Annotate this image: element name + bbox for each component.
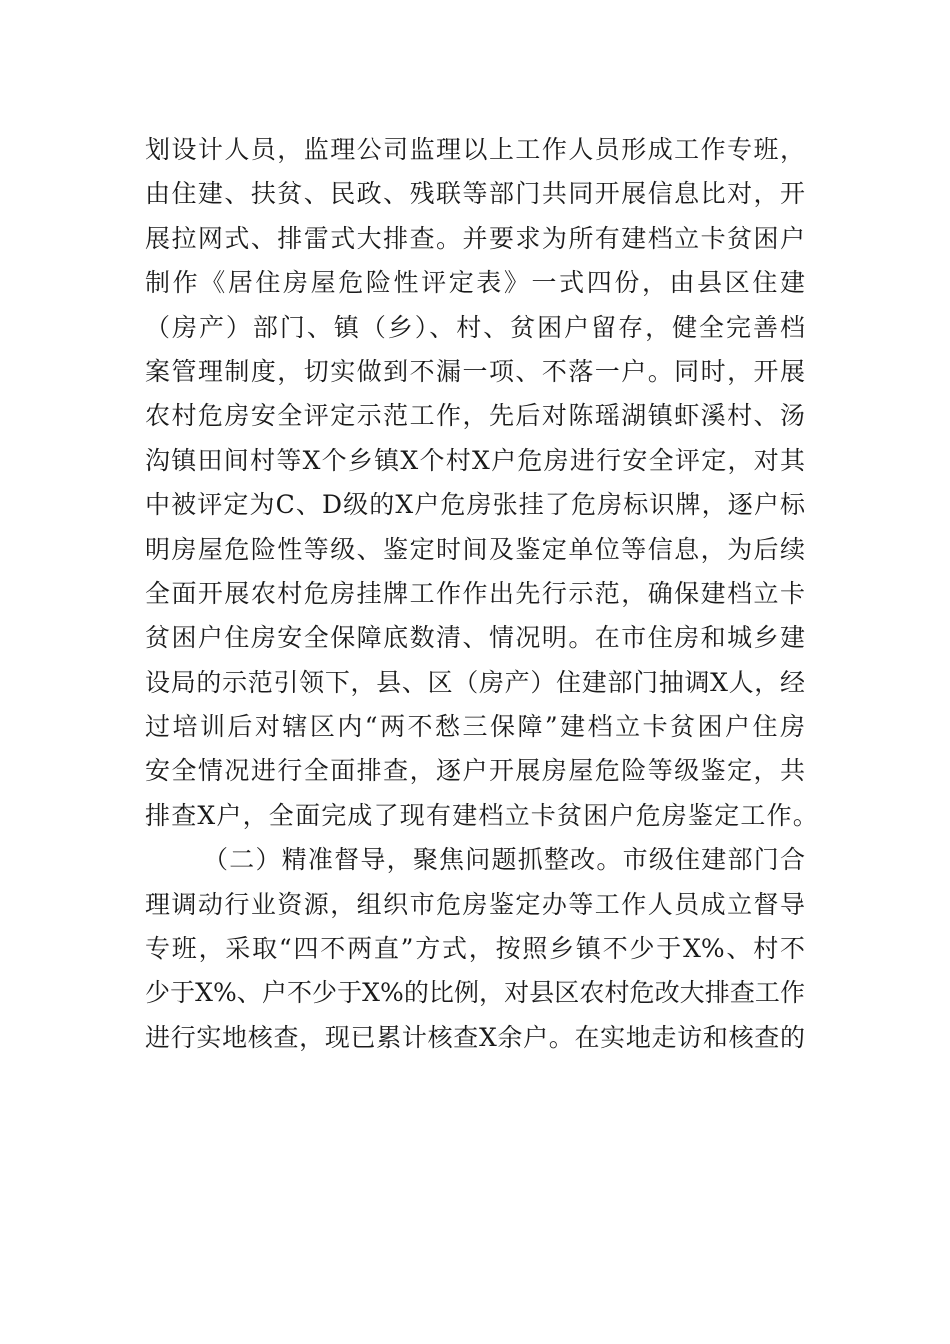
text-line: 中被评定为C、D级的X户危房张挂了危房标识牌，逐户标 (145, 490, 805, 520)
text-line: 划设计人员，监理公司监理以上工作人员形成工作专班， (145, 135, 805, 164)
text-line: 明房屋危险性等级、鉴定时间及鉴定单位等信息，为后续 (145, 534, 805, 564)
text-line: 理调动行业资源，组织市危房鉴定办等工作人员成立督导 (145, 889, 805, 919)
text-line: 设局的示范引领下，县、区（房产）住建部门抽调X人，经 (145, 667, 805, 697)
text-line: 制作《居住房屋危险性评定表》一式四份，由县区住建 (145, 268, 805, 298)
text-line: 安全情况进行全面排查，逐户开展房屋危险等级鉴定，共 (145, 756, 805, 786)
text-line: 进行实地核查，现已累计核查X余户。在实地走访和核查的 (145, 1022, 805, 1052)
text-line: 展拉网式、排雷式大排查。并要求为所有建档立卡贫困户 (145, 223, 805, 253)
text-line: 全面开展农村危房挂牌工作作出先行示范，确保建档立卡 (145, 578, 805, 608)
text-line: 沟镇田间村等X个乡镇X个村X户危房进行安全评定，对其 (145, 445, 805, 475)
text-line: 农村危房安全评定示范工作，先后对陈瑶湖镇虾溪村、汤 (145, 401, 805, 431)
text-line: （房产）部门、镇（乡）、村、贫困户留存，健全完善档 (145, 312, 805, 342)
text-line: 贫困户住房安全保障底数清、情况明。在市住房和城乡建 (145, 623, 805, 653)
text-line: 过培训后对辖区内“两不愁三保障”建档立卡贫困户住房 (145, 712, 805, 742)
paragraph-end-line: 排查X户，全面完成了现有建档立卡贫困户危房鉴定工作。 (145, 800, 820, 830)
text-line: 少于X%、户不少于X%的比例，对县区农村危改大排查工作 (145, 978, 805, 1008)
text-line: 由住建、扶贫、民政、残联等部门共同开展信息比对，开 (145, 179, 805, 209)
paragraph-start-line: （二）精准督导，聚焦问题抓整改。市级住建部门合 (203, 845, 805, 875)
text-line: 案管理制度，切实做到不漏一项、不落一户。同时，开展 (145, 356, 805, 386)
body-text (145, 128, 820, 1060)
text-line: 专班，采取“四不两直”方式，按照乡镇不少于X%、村不 (145, 934, 805, 964)
